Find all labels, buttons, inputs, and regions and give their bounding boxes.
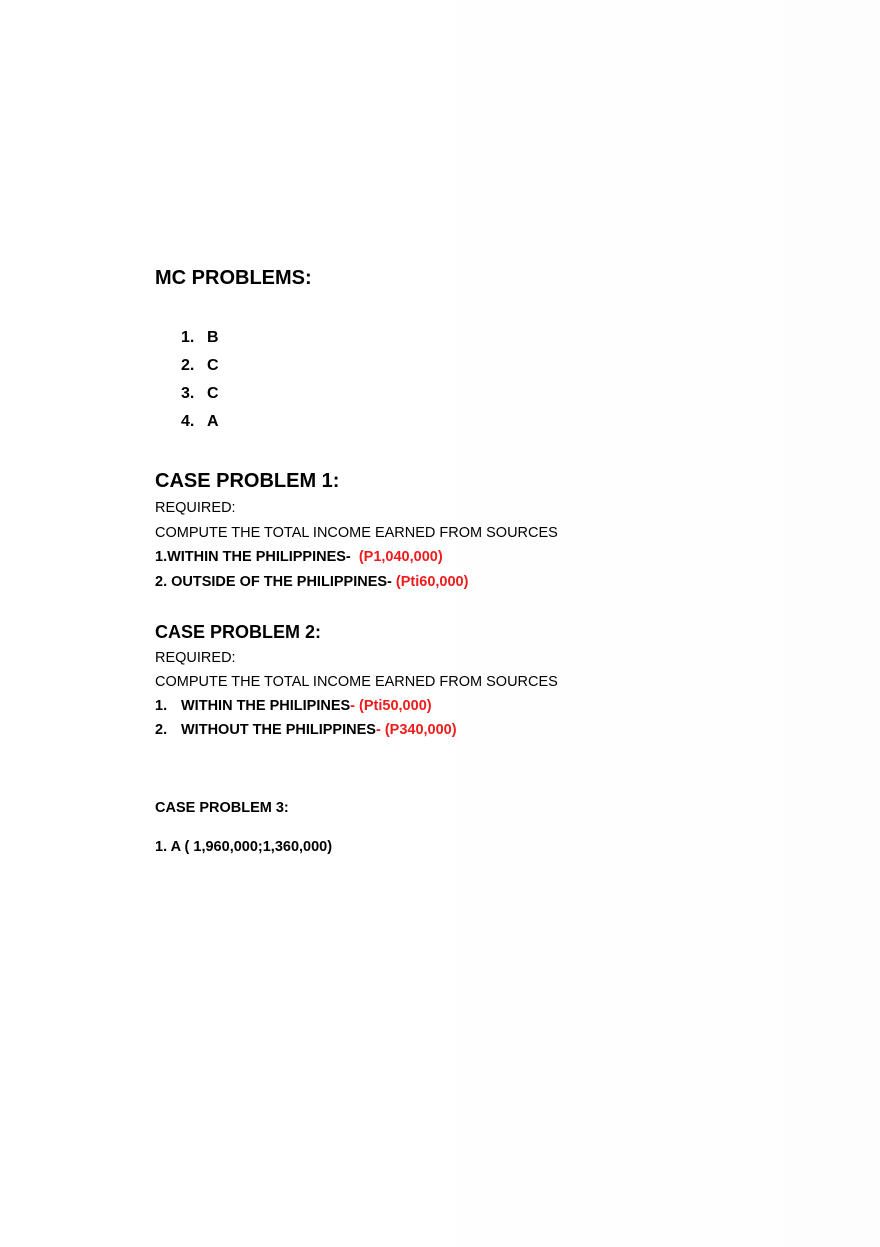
- case-2-item-value: (Pti50,000): [359, 698, 432, 714]
- mc-list-item: [181, 413, 219, 431]
- mc-item-number: 3.: [181, 385, 195, 402]
- case-2-list-item: [155, 698, 432, 714]
- case-2-item-dash: -: [375, 722, 381, 738]
- case-3-answer: 1. A ( 1,960,000;1,360,000): [155, 839, 333, 855]
- case-problem-2-heading: CASE PROBLEM 2:: [155, 622, 322, 642]
- mc-list-item: [181, 329, 219, 347]
- mc-list-item: [181, 357, 219, 375]
- case-2-item-label: WITHIN THE PHILIPINES: [181, 698, 351, 714]
- mc-problems-heading: MC PROBLEMS:: [155, 267, 312, 289]
- case-problem-1-heading: CASE PROBLEM 1:: [155, 470, 340, 492]
- case-2-item-dash: -: [350, 698, 356, 714]
- case-problem-3-heading: CASE PROBLEM 3:: [155, 800, 289, 816]
- mc-item-answer: C: [207, 357, 219, 374]
- mc-item-answer: C: [207, 385, 219, 402]
- mc-item-answer: A: [207, 413, 219, 430]
- case-2-item-number: 1.: [155, 698, 168, 714]
- case-2-list-item: [155, 722, 457, 738]
- mc-item-number: 4.: [181, 413, 195, 430]
- mc-item-answer: B: [207, 329, 219, 346]
- mc-item-number: 2.: [181, 357, 195, 374]
- case-2-item-label: WITHOUT THE PHILIPPINES: [181, 722, 376, 738]
- case-1-instruction: COMPUTE THE TOTAL INCOME EARNED FROM SOURCES: [155, 525, 558, 541]
- mc-item-number: 1.: [181, 329, 195, 346]
- case-1-required-label: REQUIRED:: [155, 500, 236, 516]
- case-1-line-1: [155, 549, 443, 565]
- case-2-item-number: 2.: [155, 722, 168, 738]
- mc-list-item: [181, 385, 219, 403]
- case-1-line-2-label: 2. OUTSIDE OF THE PHILIPPINES-: [155, 574, 392, 590]
- case-1-line-1-value: (P1,040,000): [358, 549, 443, 565]
- case-1-line-1-label: 1.WITHIN THE PHILIPPINES-: [155, 549, 351, 565]
- case-1-line-2: [155, 574, 468, 590]
- case-2-item-value: (P340,000): [384, 722, 457, 738]
- case-2-required-label: REQUIRED:: [155, 650, 236, 666]
- case-2-instruction: COMPUTE THE TOTAL INCOME EARNED FROM SOURCES: [155, 674, 558, 690]
- case-1-line-2-value: (Pti60,000): [395, 574, 469, 590]
